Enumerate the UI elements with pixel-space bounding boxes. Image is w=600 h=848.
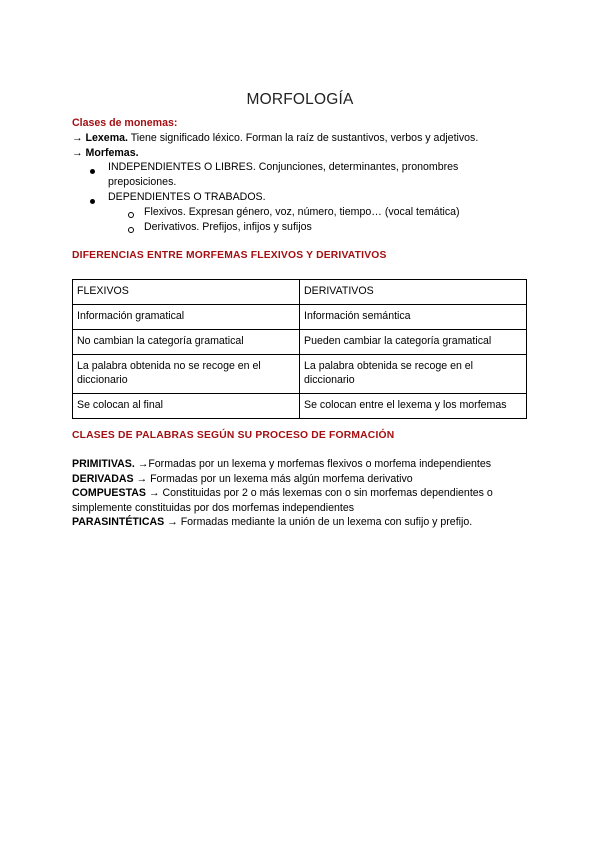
clase-compuestas: COMPUESTAS → Constituidas por 2 o más lexemas con o sin morfemas dependientes o simplemente constituidas por dos morfemas independientes	[72, 487, 493, 514]
clase-parasinteticas: PARASINTÉTICAS → Formadas mediante la unión de un lexema con sufijo y prefijo.	[72, 516, 473, 528]
table-row	[73, 330, 527, 355]
clases-heading: CLASES DE PALABRAS SEGÚN SU PROCESO DE FORMACIÓN	[72, 430, 395, 441]
table-cell: Información semántica	[300, 305, 527, 330]
table-cell: La palabra obtenida se recoge en el diccionario	[300, 355, 527, 394]
monemas-heading: Clases de monemas:	[72, 117, 178, 129]
table-cell: Se colocan entre el lexema y los morfemas	[300, 394, 527, 419]
morfemas-line	[72, 146, 139, 161]
diferencias-table	[72, 279, 527, 419]
table-cell: La palabra obtenida no se recoge en el diccionario	[73, 355, 300, 394]
diferencias-heading: DIFERENCIAS ENTRE MORFEMAS FLEXIVOS Y DERIVATIVOS	[72, 250, 387, 261]
sub-bullet-derivativos: Derivativos. Prefijos, infijos y sufijos	[144, 221, 312, 233]
arrow-icon: →	[72, 132, 83, 144]
bullet-dot-icon	[90, 164, 95, 179]
bullet-dependientes: DEPENDIENTES O TRABADOS.	[108, 191, 266, 203]
morfemas-term: Morfemas.	[85, 147, 139, 159]
lexema-line	[72, 131, 478, 146]
table-row	[73, 394, 527, 419]
table-row	[73, 305, 527, 330]
table-row	[73, 280, 527, 305]
table-cell: No cambian la categoría gramatical	[73, 330, 300, 355]
sub-bullet-flexivos: Flexivos. Expresan género, voz, número, tiempo… (vocal temática)	[144, 206, 460, 218]
table-cell: Información gramatical	[73, 305, 300, 330]
table-cell: Pueden cambiar la categoría gramatical	[300, 330, 527, 355]
clase-primitivas: PRIMITIVAS. →Formadas por un lexema y morfemas flexivos o morfema independientes	[72, 458, 492, 470]
table-cell: DERIVATIVOS	[300, 280, 527, 305]
bullet-independientes: INDEPENDIENTES O LIBRES. Conjunciones, determinantes, pronombres preposiciones.	[108, 161, 459, 188]
table-cell: Se colocan al final	[73, 394, 300, 419]
bullet-dot-icon	[90, 194, 95, 209]
bullet-circle-icon	[128, 208, 134, 223]
arrow-icon: →	[72, 147, 83, 159]
page-title: MORFOLOGÍA	[246, 91, 354, 108]
bullet-circle-icon	[128, 223, 134, 238]
lexema-desc: Tiene significado léxico. Forman la raíz de sustantivos, verbos y adjetivos.	[127, 132, 479, 144]
clase-derivadas: DERIVADAS → Formadas por un lexema más algún morfema derivativo	[72, 473, 413, 485]
table-cell: FLEXIVOS	[73, 280, 300, 305]
lexema-term: Lexema.	[85, 132, 128, 144]
table-row	[73, 355, 527, 394]
